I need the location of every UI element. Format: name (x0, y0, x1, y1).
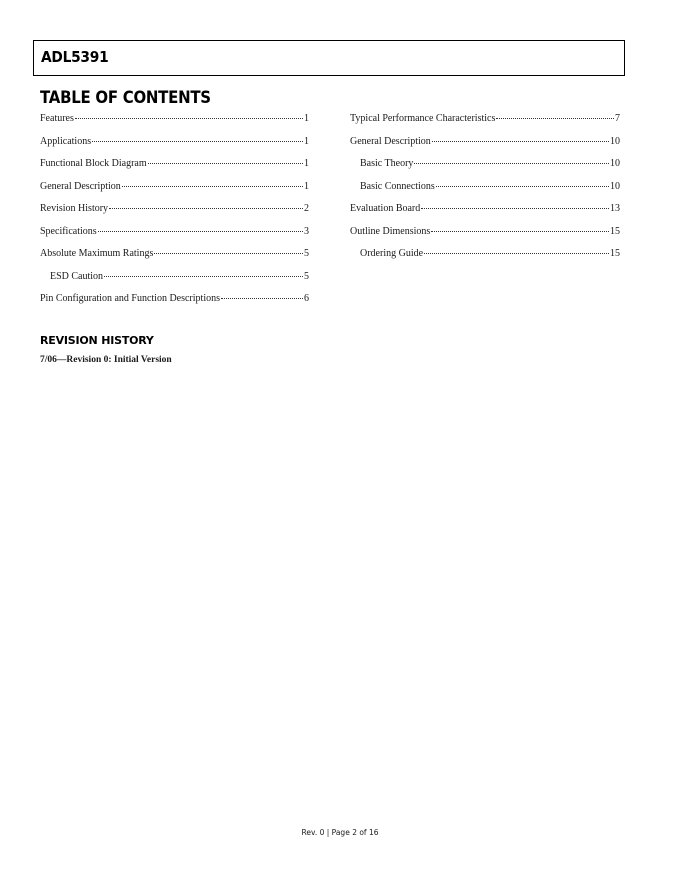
toc-entry-page: 1 (304, 113, 309, 124)
toc-entry-page: 15 (610, 248, 620, 259)
toc-entry[interactable] (350, 202, 620, 225)
toc-entry-page: 1 (304, 180, 309, 192)
toc-entry[interactable] (40, 292, 309, 315)
toc-entry-page: 1 (304, 158, 309, 169)
toc-entry[interactable] (40, 135, 309, 158)
toc-entry-label: Basic Theory (360, 158, 414, 169)
toc-dot-leader (414, 163, 609, 164)
toc-entry-label: Applications (40, 135, 92, 147)
toc-entry-label: General Description (40, 180, 121, 192)
toc-entry-page: 3 (304, 225, 309, 237)
document-header (33, 40, 625, 76)
toc-entry[interactable] (40, 225, 309, 248)
toc-entry-page: 5 (304, 270, 309, 282)
toc-entry[interactable] (40, 247, 309, 270)
toc-entry[interactable] (350, 225, 620, 248)
toc-right-column (350, 112, 620, 270)
toc-dot-leader (221, 298, 303, 299)
toc-dot-leader (154, 253, 303, 254)
toc-entry-label: Revision History (40, 203, 109, 214)
toc-dot-leader (75, 118, 303, 119)
toc-entry-page: 1 (304, 135, 309, 147)
toc-dot-leader (104, 276, 303, 277)
toc-title: TABLE OF CONTENTS (40, 88, 211, 108)
toc-entry[interactable] (40, 157, 309, 180)
toc-entry[interactable] (40, 270, 309, 293)
toc-entry-page: 2 (304, 203, 309, 214)
toc-entry-label: Typical Performance Characteristics (350, 113, 496, 124)
part-number: ADL5391 (41, 48, 109, 66)
toc-dot-leader (436, 186, 609, 187)
toc-entry-label: Specifications (40, 225, 97, 237)
toc-entry[interactable] (40, 202, 309, 225)
toc-entry-label: Functional Block Diagram (40, 158, 147, 169)
toc-entry[interactable] (40, 180, 309, 203)
toc-dot-leader (148, 163, 303, 164)
toc-dot-leader (424, 253, 609, 254)
toc-entry[interactable] (40, 112, 309, 135)
toc-entry[interactable] (350, 180, 620, 203)
toc-entry-label: Absolute Maximum Ratings (40, 248, 154, 259)
toc-entry-page: 6 (304, 293, 309, 304)
toc-entry[interactable] (350, 112, 620, 135)
toc-dot-leader (122, 186, 303, 187)
toc-entry-label: Basic Connections (360, 180, 435, 192)
toc-entry[interactable] (350, 157, 620, 180)
toc-entry-label: Ordering Guide (360, 248, 424, 259)
revision-history-title: REVISION HISTORY (40, 334, 154, 347)
toc-dot-leader (432, 141, 609, 142)
toc-dot-leader (92, 141, 303, 142)
toc-left-column (40, 112, 309, 315)
toc-entry-page: 10 (610, 158, 620, 169)
toc-entry-label: Outline Dimensions (350, 225, 431, 237)
toc-dot-leader (109, 208, 303, 209)
revision-history-entry: 7/06—Revision 0: Initial Version (40, 355, 172, 365)
toc-entry-label: Features (40, 113, 74, 124)
toc-entry-page: 13 (610, 203, 620, 214)
toc-entry[interactable] (350, 247, 620, 270)
toc-entry-label: Evaluation Board (350, 203, 421, 214)
toc-dot-leader (421, 208, 609, 209)
toc-dot-leader (98, 231, 303, 232)
toc-entry[interactable] (350, 135, 620, 158)
toc-entry-page: 15 (610, 225, 620, 237)
toc-entry-label: Pin Configuration and Function Descriptions (40, 293, 220, 304)
toc-entry-label: General Description (350, 135, 431, 147)
toc-dot-leader (431, 231, 609, 232)
toc-entry-page: 5 (304, 248, 309, 259)
toc-entry-label: ESD Caution (50, 270, 104, 282)
toc-entry-page: 10 (610, 135, 620, 147)
toc-entry-page: 7 (615, 113, 620, 124)
toc-dot-leader (496, 118, 614, 119)
toc-entry-page: 10 (610, 180, 620, 192)
page-footer: Rev. 0 | Page 2 of 16 (301, 828, 379, 837)
